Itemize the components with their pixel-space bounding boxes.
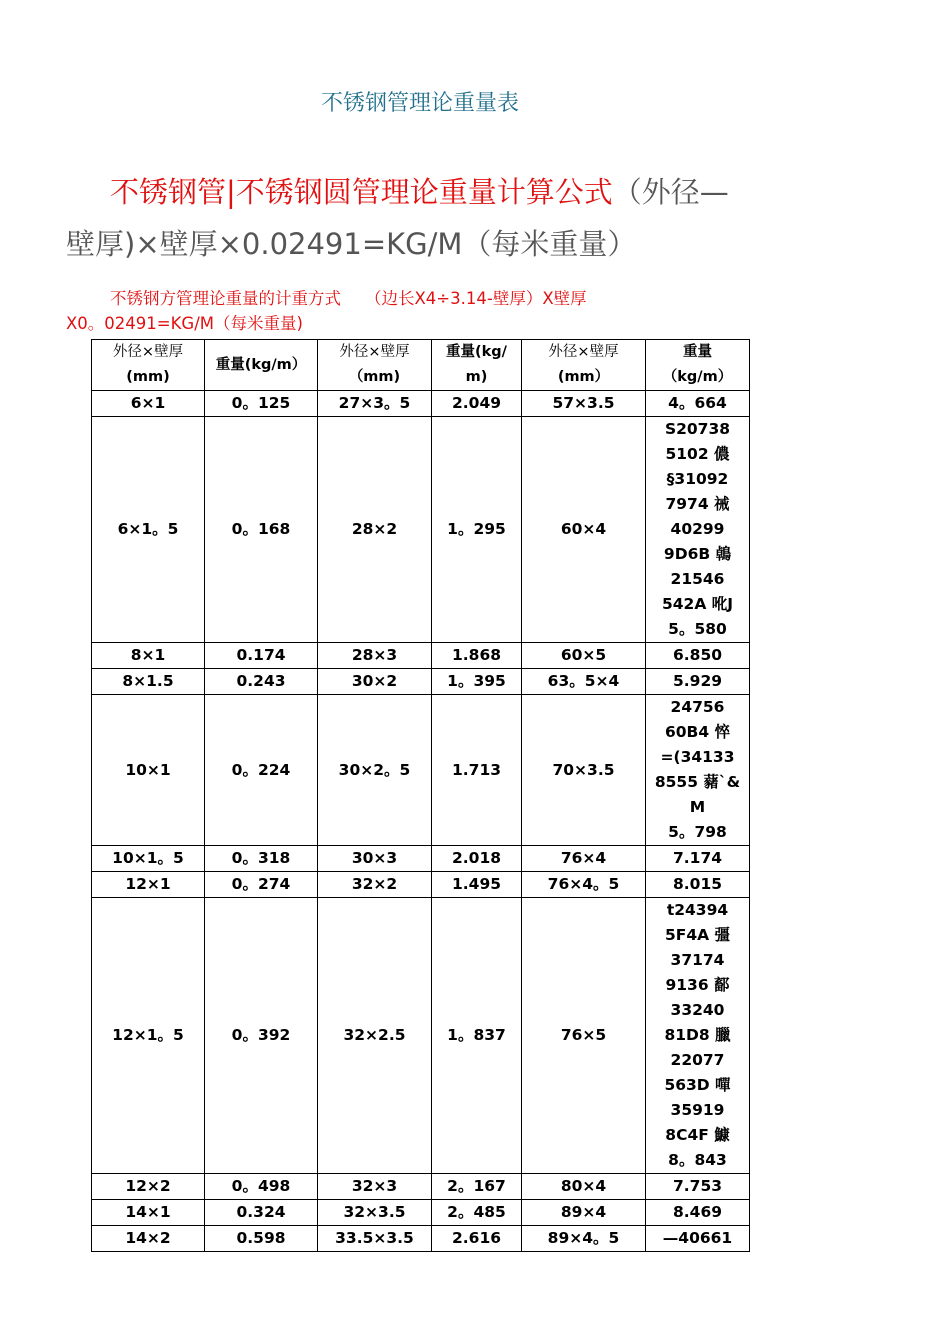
table-row <box>92 669 750 695</box>
table-cell: 0.243 <box>205 669 318 695</box>
round-tube-formula <box>66 166 776 270</box>
formula-text-2: 壁厚)×壁厚×0.02491=KG/M（每米重量） <box>66 227 637 261</box>
table-cell: 76×4。5 <box>522 872 646 898</box>
table-cell: 0.324 <box>205 1200 318 1226</box>
cell-line: 8C4F 鱇 <box>665 1126 730 1144</box>
cell-line: 9D6B 鵫 <box>663 545 732 563</box>
cell-line: 8.015 <box>672 875 723 893</box>
cell-line: 21546 <box>670 570 725 588</box>
table-row <box>92 846 750 872</box>
cell-line: 35919 <box>670 1101 725 1119</box>
table-cell: 14×1 <box>92 1200 205 1226</box>
table-cell: 0。224 <box>205 695 318 846</box>
table-cell-weight <box>646 898 750 1174</box>
table-cell: 6×1。5 <box>92 417 205 643</box>
cell-line: 5。580 <box>668 620 727 638</box>
cell-line: §31092 <box>666 470 729 488</box>
page-title: 不锈钢管理论重量表 <box>320 91 519 116</box>
table-cell: 1。295 <box>432 417 522 643</box>
cell-line: =(34133 <box>660 748 735 766</box>
cell-line: 60B4 悴 <box>664 723 731 741</box>
cell-line: t24394 <box>666 901 729 919</box>
table-cell: 0。318 <box>205 846 318 872</box>
cell-line: 5。798 <box>668 823 727 841</box>
table-row <box>92 1200 750 1226</box>
table-cell: 8×1 <box>92 643 205 669</box>
cell-line: 7.753 <box>672 1177 723 1195</box>
table-cell-weight <box>646 1226 750 1252</box>
table-cell: 1.495 <box>432 872 522 898</box>
table-cell: 12×1 <box>92 872 205 898</box>
table-cell: 0。392 <box>205 898 318 1174</box>
table-cell-weight <box>646 872 750 898</box>
table-cell: 0.598 <box>205 1226 318 1252</box>
formula-text-1: （外径— <box>612 175 729 209</box>
table-cell-weight <box>646 695 750 846</box>
square-formula-label: 不锈钢方管理论重量的计重方式 <box>110 289 341 308</box>
square-formula-result: X0。02491=KG/M（每米重量) <box>66 314 303 333</box>
table-cell: 89×4。5 <box>522 1226 646 1252</box>
table-cell: 1.713 <box>432 695 522 846</box>
weight-table <box>91 339 750 1252</box>
table-cell: 30×2 <box>318 669 432 695</box>
table-cell: 32×3.5 <box>318 1200 432 1226</box>
table-cell: 2.616 <box>432 1226 522 1252</box>
table-row <box>92 417 750 643</box>
cell-line: 40299 <box>670 520 725 538</box>
cell-line: 7.174 <box>672 849 723 867</box>
table-cell-weight <box>646 669 750 695</box>
cell-line: 7974 祴 <box>665 495 730 513</box>
table-cell: 12×1。5 <box>92 898 205 1174</box>
table-cell: 0。168 <box>205 417 318 643</box>
table-cell: 27×3。5 <box>318 391 432 417</box>
header-weight-1: 重量(kg/m） <box>205 340 318 391</box>
table-cell: 0。125 <box>205 391 318 417</box>
cell-line: 22077 <box>670 1051 725 1069</box>
table-cell-weight <box>646 417 750 643</box>
table-cell: 60×4 <box>522 417 646 643</box>
table-cell: 32×2.5 <box>318 898 432 1174</box>
table-cell: 0。274 <box>205 872 318 898</box>
header-od-wall-2: 外径×壁厚 （mm) <box>318 340 432 391</box>
cell-line: 8.469 <box>672 1203 723 1221</box>
header-od-wall-1: 外径×壁厚 (mm) <box>92 340 205 391</box>
header-weight-2: 重量(kg/ m) <box>432 340 522 391</box>
cell-line: 6.850 <box>672 646 723 664</box>
cell-line: 8555 藸`& <box>654 773 741 791</box>
cell-line: 5.929 <box>672 672 723 690</box>
cell-line: 9136 鄐 <box>665 976 730 994</box>
table-row <box>92 695 750 846</box>
square-tube-formula <box>66 286 786 336</box>
table-cell: 0.174 <box>205 643 318 669</box>
table-cell: 1。837 <box>432 898 522 1174</box>
table-cell: 1。395 <box>432 669 522 695</box>
table-cell: 28×2 <box>318 417 432 643</box>
header-weight-3: 重量 （kg/m） <box>646 340 750 391</box>
cell-line: M <box>689 798 706 816</box>
table-row <box>92 872 750 898</box>
table-cell: 57×3.5 <box>522 391 646 417</box>
table-cell: 80×4 <box>522 1174 646 1200</box>
table-cell: 14×2 <box>92 1226 205 1252</box>
table-cell-weight <box>646 391 750 417</box>
table-cell: 2.018 <box>432 846 522 872</box>
cell-line: 37174 <box>670 951 725 969</box>
cell-line: 563D 嘽 <box>664 1076 731 1094</box>
table-cell: 0。498 <box>205 1174 318 1200</box>
table-cell: 76×4 <box>522 846 646 872</box>
cell-line: 24756 <box>670 698 725 716</box>
table-cell: 89×4 <box>522 1200 646 1226</box>
table-cell: 32×3 <box>318 1174 432 1200</box>
table-cell-weight <box>646 1174 750 1200</box>
table-cell: 12×2 <box>92 1174 205 1200</box>
table-cell: 10×1 <box>92 695 205 846</box>
table-cell-weight <box>646 1200 750 1226</box>
cell-line: S20738 <box>664 420 731 438</box>
table-cell-weight <box>646 846 750 872</box>
cell-line: 33240 <box>670 1001 725 1019</box>
table-cell: 63。5×4 <box>522 669 646 695</box>
table-cell: 2。485 <box>432 1200 522 1226</box>
table-cell: 2.049 <box>432 391 522 417</box>
cell-line: 5F4A 彊 <box>664 926 731 944</box>
cell-line: 81D8 臘 <box>664 1026 731 1044</box>
formula-heading: 不锈钢管|不锈钢圆管理论重量计算公式 <box>110 175 613 209</box>
table-cell: 76×5 <box>522 898 646 1174</box>
table-cell: 28×3 <box>318 643 432 669</box>
cell-line: 542A 吪J <box>661 595 733 613</box>
table-cell-weight <box>646 643 750 669</box>
cell-line: 5102 儂 <box>665 445 730 463</box>
table-cell: 60×5 <box>522 643 646 669</box>
square-formula-expr: （边长X4÷3.14-壁厚）X壁厚 <box>365 289 587 308</box>
table-header-row <box>92 340 750 391</box>
header-od-wall-3: 外径×壁厚 (mm） <box>522 340 646 391</box>
table-row <box>92 1174 750 1200</box>
table-cell: 33.5×3.5 <box>318 1226 432 1252</box>
table-cell: 1.868 <box>432 643 522 669</box>
table-cell: 30×2。5 <box>318 695 432 846</box>
cell-line: 4。664 <box>668 394 727 412</box>
table-cell: 30×3 <box>318 846 432 872</box>
table-row <box>92 643 750 669</box>
table-row <box>92 391 750 417</box>
table-cell: 2。167 <box>432 1174 522 1200</box>
table-cell: 70×3.5 <box>522 695 646 846</box>
table-row <box>92 1226 750 1252</box>
table-cell: 32×2 <box>318 872 432 898</box>
table-cell: 6×1 <box>92 391 205 417</box>
table-cell: 8×1.5 <box>92 669 205 695</box>
cell-line: 8。843 <box>668 1151 727 1169</box>
table-row <box>92 898 750 1174</box>
table-cell: 10×1。5 <box>92 846 205 872</box>
cell-line: —40661 <box>662 1229 733 1247</box>
